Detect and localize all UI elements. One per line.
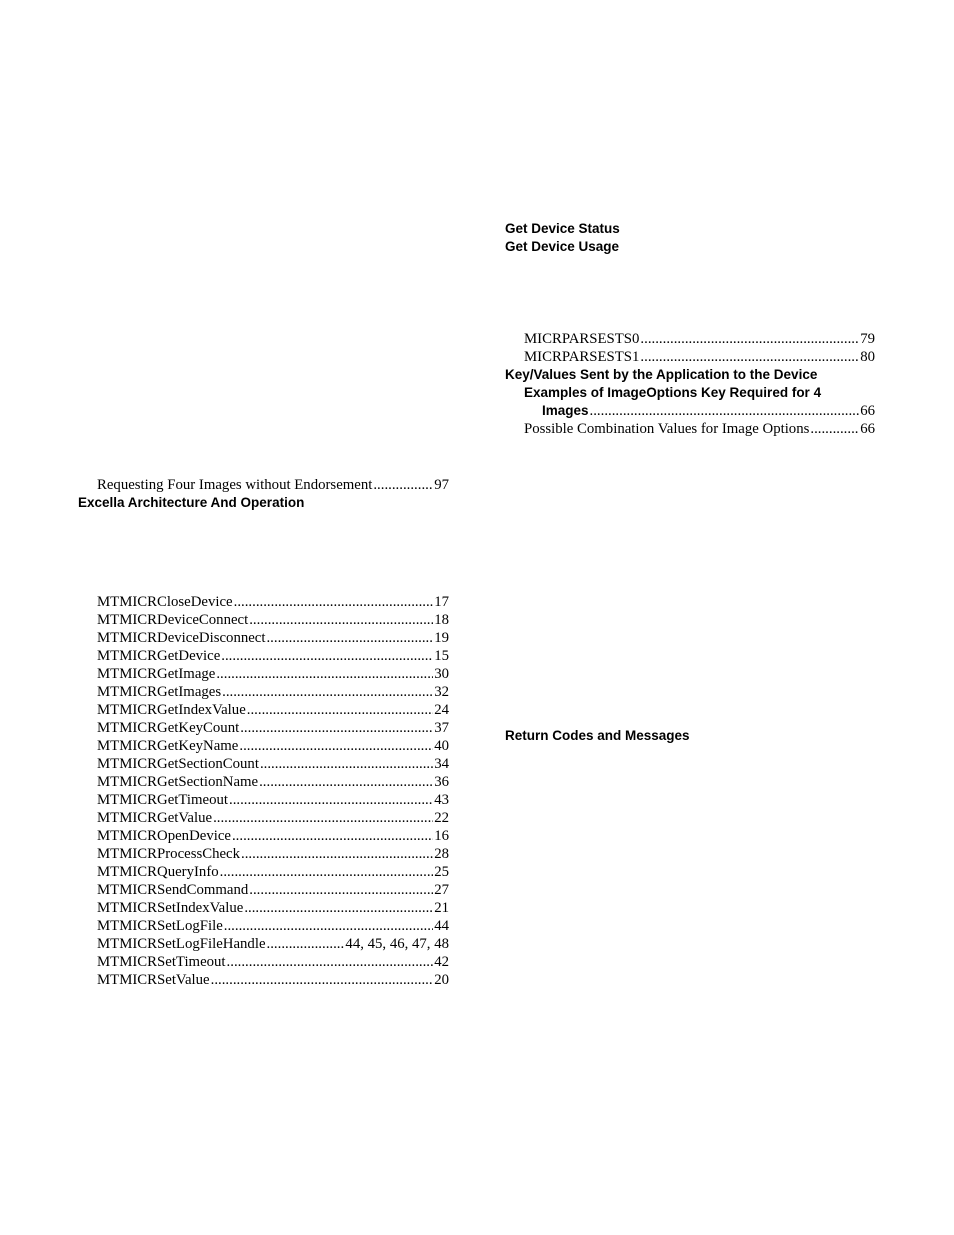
index-entry-label: MICRPARSESTS0 — [524, 331, 640, 347]
spacer — [505, 256, 875, 330]
index-entry-function — [97, 701, 449, 719]
leader-dots — [211, 971, 434, 989]
leader-dots — [373, 476, 433, 494]
index-entry-page: 44, 45, 46, 47, 48 — [345, 936, 449, 952]
index-entry-label: MTMICRDeviceDisconnect — [97, 630, 266, 646]
leader-dots — [249, 611, 433, 629]
leader-dots — [213, 809, 433, 827]
index-entry-function — [97, 881, 449, 899]
index-entry-page: 32 — [434, 684, 449, 700]
leader-dots — [216, 665, 433, 683]
leader-dots — [221, 647, 433, 665]
leader-dots — [240, 719, 433, 737]
index-entry-label: MTMICRGetIndexValue — [97, 702, 246, 718]
index-entry-page: 30 — [434, 666, 449, 682]
index-entry-page: 34 — [434, 756, 449, 772]
index-entry-function — [97, 665, 449, 683]
index-heading-get-device-usage: Get Device Usage — [505, 239, 620, 254]
index-entry-function — [97, 845, 449, 863]
index-entry-function — [97, 899, 449, 917]
leader-dots — [239, 737, 433, 755]
index-entry-function — [97, 611, 449, 629]
index-entry-page: 42 — [434, 954, 449, 970]
index-entry-page: 36 — [434, 774, 449, 790]
spacer — [97, 512, 449, 593]
index-entry-function — [97, 773, 449, 791]
leader-dots — [244, 899, 433, 917]
index-entry-label: MTMICRGetKeyName — [97, 738, 239, 754]
index-entry-label: Requesting Four Images without Endorsement — [97, 477, 373, 493]
index-entry-function — [97, 737, 449, 755]
index-entry-function — [97, 647, 449, 665]
index-entry-label: MTMICRGetKeyCount — [97, 720, 240, 736]
index-left-column — [78, 476, 449, 989]
leader-dots — [810, 420, 859, 438]
leader-dots — [247, 701, 433, 719]
index-entry-micrparsests1 — [524, 348, 875, 366]
index-entry-page: 79 — [860, 331, 875, 347]
index-entry-page: 43 — [434, 792, 449, 808]
leader-dots — [640, 330, 859, 348]
index-heading-excella-architecture: Excella Architecture And Operation — [78, 495, 305, 510]
index-entry-label: Possible Combination Values for Image Options — [524, 421, 810, 437]
leader-dots — [590, 402, 860, 420]
index-entry-page: 19 — [434, 630, 449, 646]
index-entry-label: MTMICRQueryInfo — [97, 864, 219, 880]
index-entry-page: 80 — [860, 349, 875, 365]
index-entry-label: MTMICRSetLogFile — [97, 918, 223, 934]
index-entry-function — [97, 755, 449, 773]
index-entry-page: 28 — [434, 846, 449, 862]
index-entry-label: MTMICRSendCommand — [97, 882, 249, 898]
index-entry-function — [97, 683, 449, 701]
index-heading-key-values: Key/Values Sent by the Application to the Device — [505, 367, 818, 382]
index-entry-page: 24 — [434, 702, 449, 718]
index-entry-label: MTMICRGetValue — [97, 810, 213, 826]
index-entry-page: 18 — [434, 612, 449, 628]
index-entry-label: MICRPARSESTS1 — [524, 349, 640, 365]
index-entry-label: MTMICRSetIndexValue — [97, 900, 244, 916]
index-entry-label: MTMICRGetSectionName — [97, 774, 259, 790]
index-entry-label: MTMICRCloseDevice — [97, 594, 233, 610]
index-entry-label: MTMICRSetValue — [97, 972, 210, 988]
leader-dots — [229, 791, 433, 809]
index-entry-page: 16 — [434, 828, 449, 844]
leader-dots — [232, 827, 433, 845]
index-entry-label: MTMICRGetTimeout — [97, 792, 228, 808]
index-entry-label: MTMICRProcessCheck — [97, 846, 241, 862]
index-entry-label: MTMICRSetLogFileHandle — [97, 936, 266, 952]
leader-dots — [234, 593, 434, 611]
index-entry-requesting-four-images — [97, 476, 449, 494]
leader-dots — [259, 773, 433, 791]
index-entry-micrparsests0 — [524, 330, 875, 348]
leader-dots — [267, 935, 345, 953]
index-entry-page: 66 — [860, 421, 875, 437]
index-entry-function — [97, 935, 449, 953]
index-entry-possible-combination — [524, 420, 875, 438]
index-right-column — [505, 220, 875, 438]
index-entry-function — [97, 809, 449, 827]
index-entry-page: 97 — [434, 477, 449, 493]
index-entry-page: 27 — [434, 882, 449, 898]
index-entry-label: MTMICROpenDevice — [97, 828, 231, 844]
index-entry-page: 21 — [434, 900, 449, 916]
index-entry-label: MTMICRGetImage — [97, 666, 216, 682]
index-entry-page: 17 — [434, 594, 449, 610]
index-entry-label: MTMICRGetSectionCount — [97, 756, 259, 772]
leader-dots — [260, 755, 433, 773]
index-entry-page: 40 — [434, 738, 449, 754]
leader-dots — [227, 953, 434, 971]
index-entry-function — [97, 629, 449, 647]
index-entry-images — [542, 402, 875, 420]
leader-dots — [220, 863, 434, 881]
index-entry-label: MTMICRGetImages — [97, 684, 222, 700]
index-entry-page: 15 — [434, 648, 449, 664]
index-entry-function — [97, 971, 449, 989]
leader-dots — [266, 629, 433, 647]
leader-dots — [241, 845, 433, 863]
index-entry-function — [97, 791, 449, 809]
index-entry-page: 25 — [434, 864, 449, 880]
index-heading-get-device-status: Get Device Status — [505, 221, 620, 236]
index-function-list — [97, 593, 449, 989]
index-entry-label: MTMICRSetTimeout — [97, 954, 226, 970]
leader-dots — [222, 683, 433, 701]
index-subheading-examples: Examples of ImageOptions Key Required for 4 — [524, 385, 822, 400]
index-entry-label: MTMICRGetDevice — [97, 648, 221, 664]
index-entry-page: 22 — [434, 810, 449, 826]
index-entry-function — [97, 863, 449, 881]
leader-dots — [224, 917, 433, 935]
index-entry-function — [97, 953, 449, 971]
index-entry-function — [97, 593, 449, 611]
index-entry-function — [97, 827, 449, 845]
index-entry-page: 44 — [434, 918, 449, 934]
index-entry-page: 37 — [434, 720, 449, 736]
index-heading-return-codes: Return Codes and Messages — [505, 728, 690, 743]
leader-dots — [640, 348, 859, 366]
index-entry-page: 20 — [434, 972, 449, 988]
index-entry-page: 66 — [860, 403, 875, 419]
index-entry-label: Images — [542, 403, 589, 418]
index-entry-function — [97, 719, 449, 737]
leader-dots — [249, 881, 433, 899]
index-entry-function — [97, 917, 449, 935]
index-entry-label: MTMICRDeviceConnect — [97, 612, 249, 628]
